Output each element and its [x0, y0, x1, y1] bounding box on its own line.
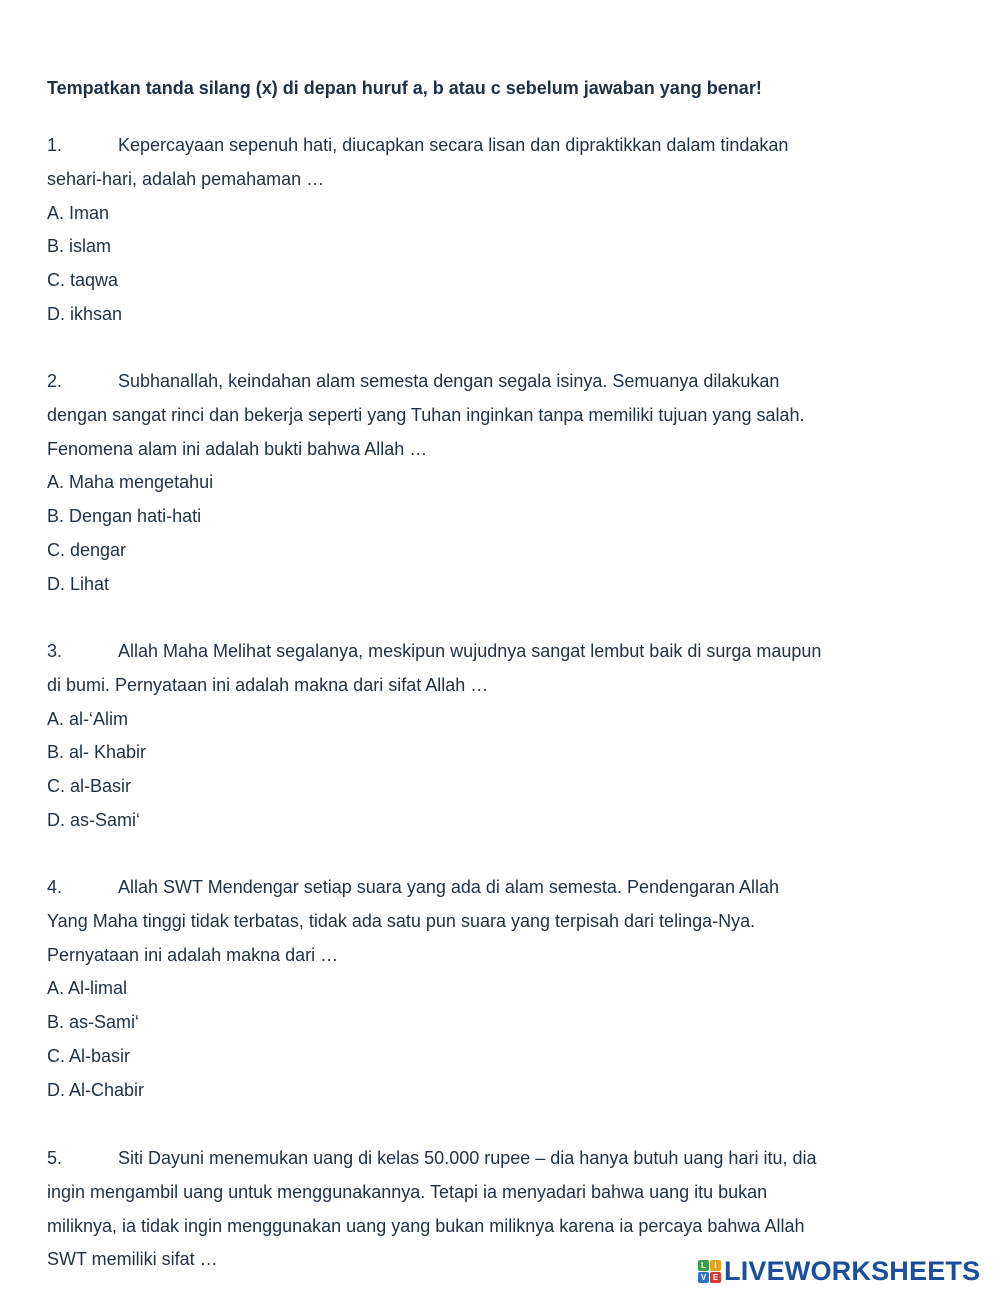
instruction-heading: Tempatkan tanda silang (x) di depan huruf a, b atau c sebelum jawaban yang benar! — [47, 78, 762, 98]
answer-option[interactable]: A. Al-limal — [47, 978, 128, 999]
question-1 — [47, 129, 947, 332]
question-stem-line: Pernyataan ini adalah makna dari … — [47, 944, 339, 965]
question-4 — [47, 871, 947, 1108]
answer-option[interactable]: D. as-Sami‘ — [47, 809, 141, 830]
logo-square: I — [710, 1260, 721, 1271]
answer-option[interactable]: B. as-Sami‘ — [47, 1012, 140, 1033]
question-stem-line: miliknya, ia tidak ingin menggunakan uang yang bukan miliknya karena ia percaya bahwa Allah — [47, 1215, 805, 1236]
question-number: 1. — [47, 135, 63, 155]
logo-square: E — [710, 1272, 721, 1283]
logo-square: L — [698, 1260, 709, 1271]
logo-text: LIVEWORKSHEETS — [724, 1256, 981, 1286]
answer-option[interactable]: D. Al-Chabir — [47, 1079, 145, 1100]
question-2 — [47, 365, 947, 602]
question-number: 2. — [47, 371, 63, 391]
answer-option[interactable]: C. taqwa — [47, 270, 119, 291]
answer-option[interactable]: C. dengar — [47, 539, 127, 560]
question-stem-line: dengan sangat rinci dan bekerja seperti yang Tuhan inginkan tanpa memiliki tujuan yang salah. — [47, 404, 805, 425]
answer-option[interactable]: C. Al-basir — [47, 1045, 131, 1066]
answer-option[interactable]: C. al-Basir — [47, 776, 132, 797]
question-stem-line: Fenomena alam ini adalah bukti bahwa Allah … — [47, 438, 428, 459]
question-stem-line: sehari-hari, adalah pemahaman … — [47, 168, 325, 189]
answer-option[interactable]: B. islam — [47, 236, 112, 257]
question-stem-line: 5. Siti Dayuni menemukan uang di kelas 50.000 rupee – dia hanya butuh uang hari itu, dia — [47, 1142, 947, 1176]
logo-square: V — [698, 1272, 709, 1283]
question-number: 5. — [47, 1148, 63, 1168]
question-stem-line: 2. Subhanallah, keindahan alam semesta dengan segala isinya. Semuanya dilakukan — [47, 365, 947, 399]
question-stem-line: SWT memiliki sifat … — [47, 1249, 218, 1270]
answer-option[interactable]: A. al-‘Alim — [47, 708, 129, 729]
answer-option[interactable]: A. Iman — [47, 202, 110, 223]
logo-squares-icon — [698, 1260, 721, 1283]
question-number: 3. — [47, 641, 63, 661]
answer-option[interactable]: B. Dengan hati-hati — [47, 506, 202, 527]
question-stem-line: 4. Allah SWT Mendengar setiap suara yang ada di alam semesta. Pendengaran Allah — [47, 871, 947, 905]
question-stem-line: 1. Kepercayaan sepenuh hati, diucapkan secara lisan dan dipraktikkan dalam tindakan — [47, 129, 947, 163]
liveworksheets-logo[interactable] — [698, 1256, 980, 1286]
answer-option[interactable]: D. ikhsan — [47, 303, 123, 324]
answer-option[interactable]: B. al- Khabir — [47, 742, 147, 763]
answer-option[interactable]: D. Lihat — [47, 573, 110, 594]
answer-option[interactable]: A. Maha mengetahui — [47, 472, 214, 493]
question-3 — [47, 635, 947, 838]
question-number: 4. — [47, 877, 63, 897]
question-stem-line: di bumi. Pernyataan ini adalah makna dari sifat Allah … — [47, 674, 489, 695]
question-stem-line: ingin mengambil uang untuk menggunakannya. Tetapi ia menyadari bahwa uang itu bukan — [47, 1181, 768, 1202]
question-stem-line: 3. Allah Maha Melihat segalanya, meskipun wujudnya sangat lembut baik di surga maupun — [47, 635, 947, 669]
question-stem-line: Yang Maha tinggi tidak terbatas, tidak ada satu pun suara yang terpisah dari telinga-Nya. — [47, 910, 756, 931]
